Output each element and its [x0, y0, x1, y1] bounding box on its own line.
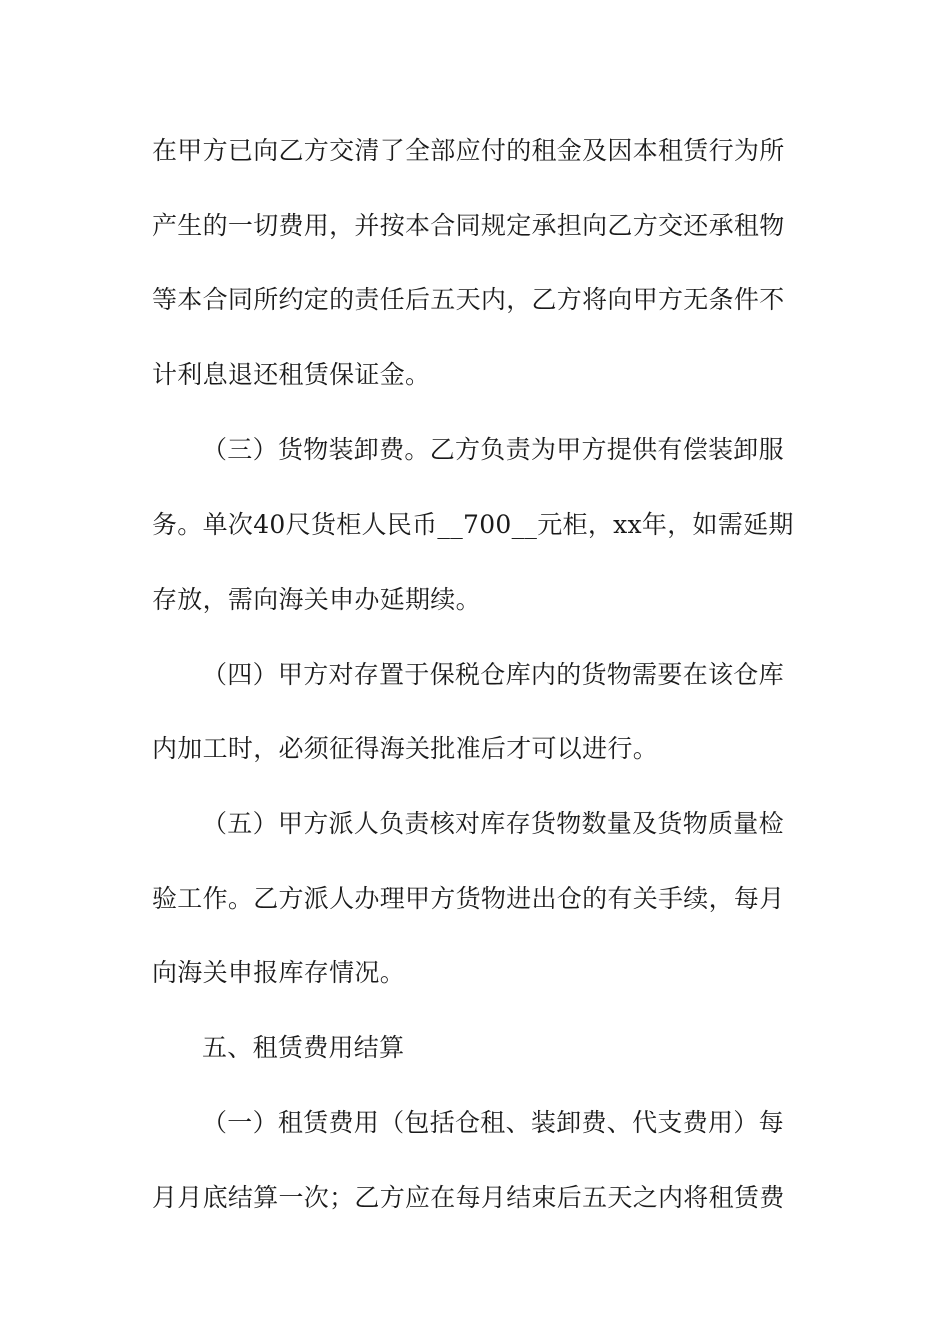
paragraph-line: （四）甲方对存置于保税仓库内的货物需要在该仓库 [202, 660, 784, 689]
section-heading: 五、租赁费用结算 [202, 1033, 405, 1062]
paragraph-line: 月月底结算一次；乙方应在每月结束后五天之内将租赁费 [152, 1183, 785, 1212]
paragraph-line: 向海关申报库存情况。 [152, 958, 406, 987]
paragraph-line: （五）甲方派人负责核对库存货物数量及货物质量检 [202, 809, 784, 838]
paragraph-line: （一）租赁费用（包括仓租、装卸费、代支费用）每 [202, 1108, 784, 1137]
paragraph-line: （三）货物装卸费。乙方负责为甲方提供有偿装卸服 [202, 435, 784, 464]
paragraph-line: 等本合同所约定的责任后五天内，乙方将向甲方无条件不 [152, 285, 785, 314]
paragraph-line: 存放，需向海关申办延期续。 [152, 585, 481, 614]
paragraph-line: 在甲方已向乙方交清了全部应付的租金及因本租赁行为所 [152, 136, 785, 165]
paragraph-line: 产生的一切费用，并按本合同规定承担向乙方交还承租物 [152, 211, 785, 240]
paragraph-line: 务。单次40尺货柜人民币__700__元柜，xx年，如需延期 [152, 510, 794, 539]
paragraph-line: 内加工时，必须征得海关批准后才可以进行。 [152, 734, 659, 763]
paragraph-line: 验工作。乙方派人办理甲方货物进出仓的有关手续，每月 [152, 884, 785, 913]
paragraph-line: 计利息退还租赁保证金。 [152, 360, 431, 389]
